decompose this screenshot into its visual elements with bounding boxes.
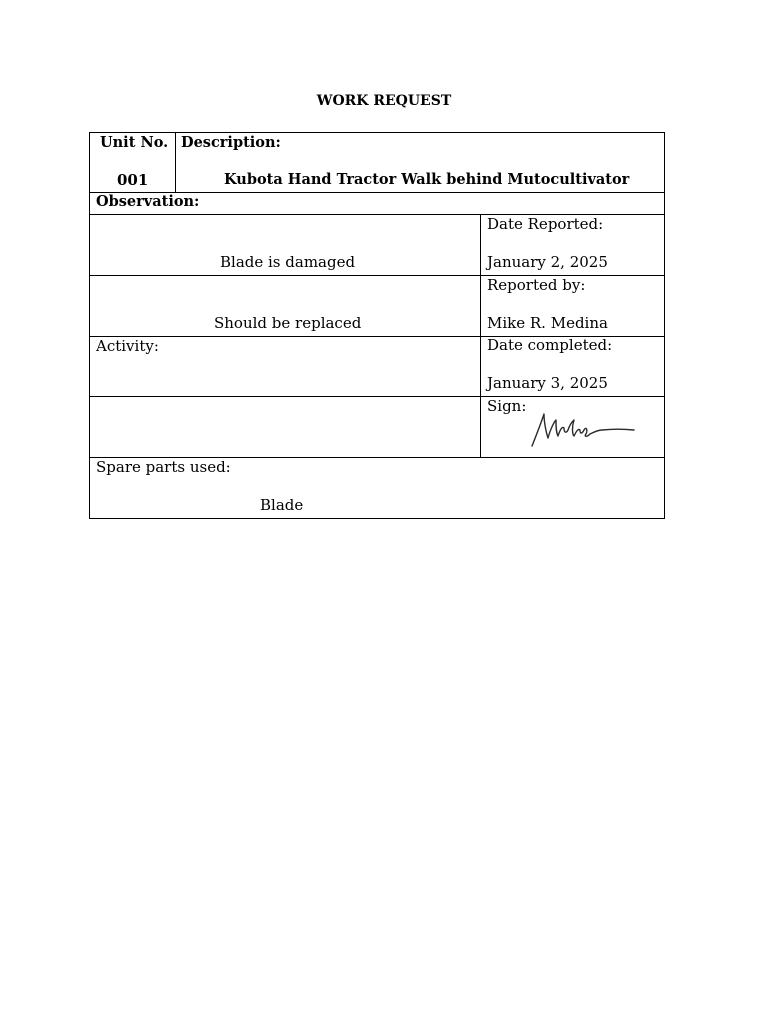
date-completed-label: Date completed: [487,336,613,354]
observation-header [89,193,665,215]
observation-cell-2 [89,276,481,337]
unit-no-label: Unit No. [100,134,169,151]
description-label: Description: [181,134,281,151]
date-reported-cell [481,215,665,276]
unit-no-cell [89,132,176,193]
spare-parts-label: Spare parts used: [96,458,231,476]
signature-image [528,408,638,450]
date-reported-label: Date Reported: [487,215,604,233]
description-value: Kubota Hand Tractor Walk behind Mutocultivator [224,171,630,188]
observation-1-value: Blade is damaged [220,253,356,271]
reported-by-cell [481,276,665,337]
reported-by-value: Mike R. Medina [487,314,608,332]
spare-parts-cell [89,458,665,519]
spare-parts-value: Blade [260,496,304,514]
form-title: WORK REQUEST [316,93,452,109]
activity-cell [89,337,481,397]
date-reported-value: January 2, 2025 [487,253,608,271]
reported-by-label: Reported by: [487,276,586,294]
unit-no-value: 001 [117,171,149,189]
description-cell [176,132,665,193]
sign-label: Sign: [487,397,527,415]
blank-cell [89,397,481,458]
date-completed-value: January 3, 2025 [487,374,608,392]
date-completed-cell [481,337,665,397]
observation-cell-1 [89,215,481,276]
observation-2-value: Should be replaced [214,314,362,332]
observation-label: Observation: [96,193,200,210]
activity-label: Activity: [96,337,159,355]
